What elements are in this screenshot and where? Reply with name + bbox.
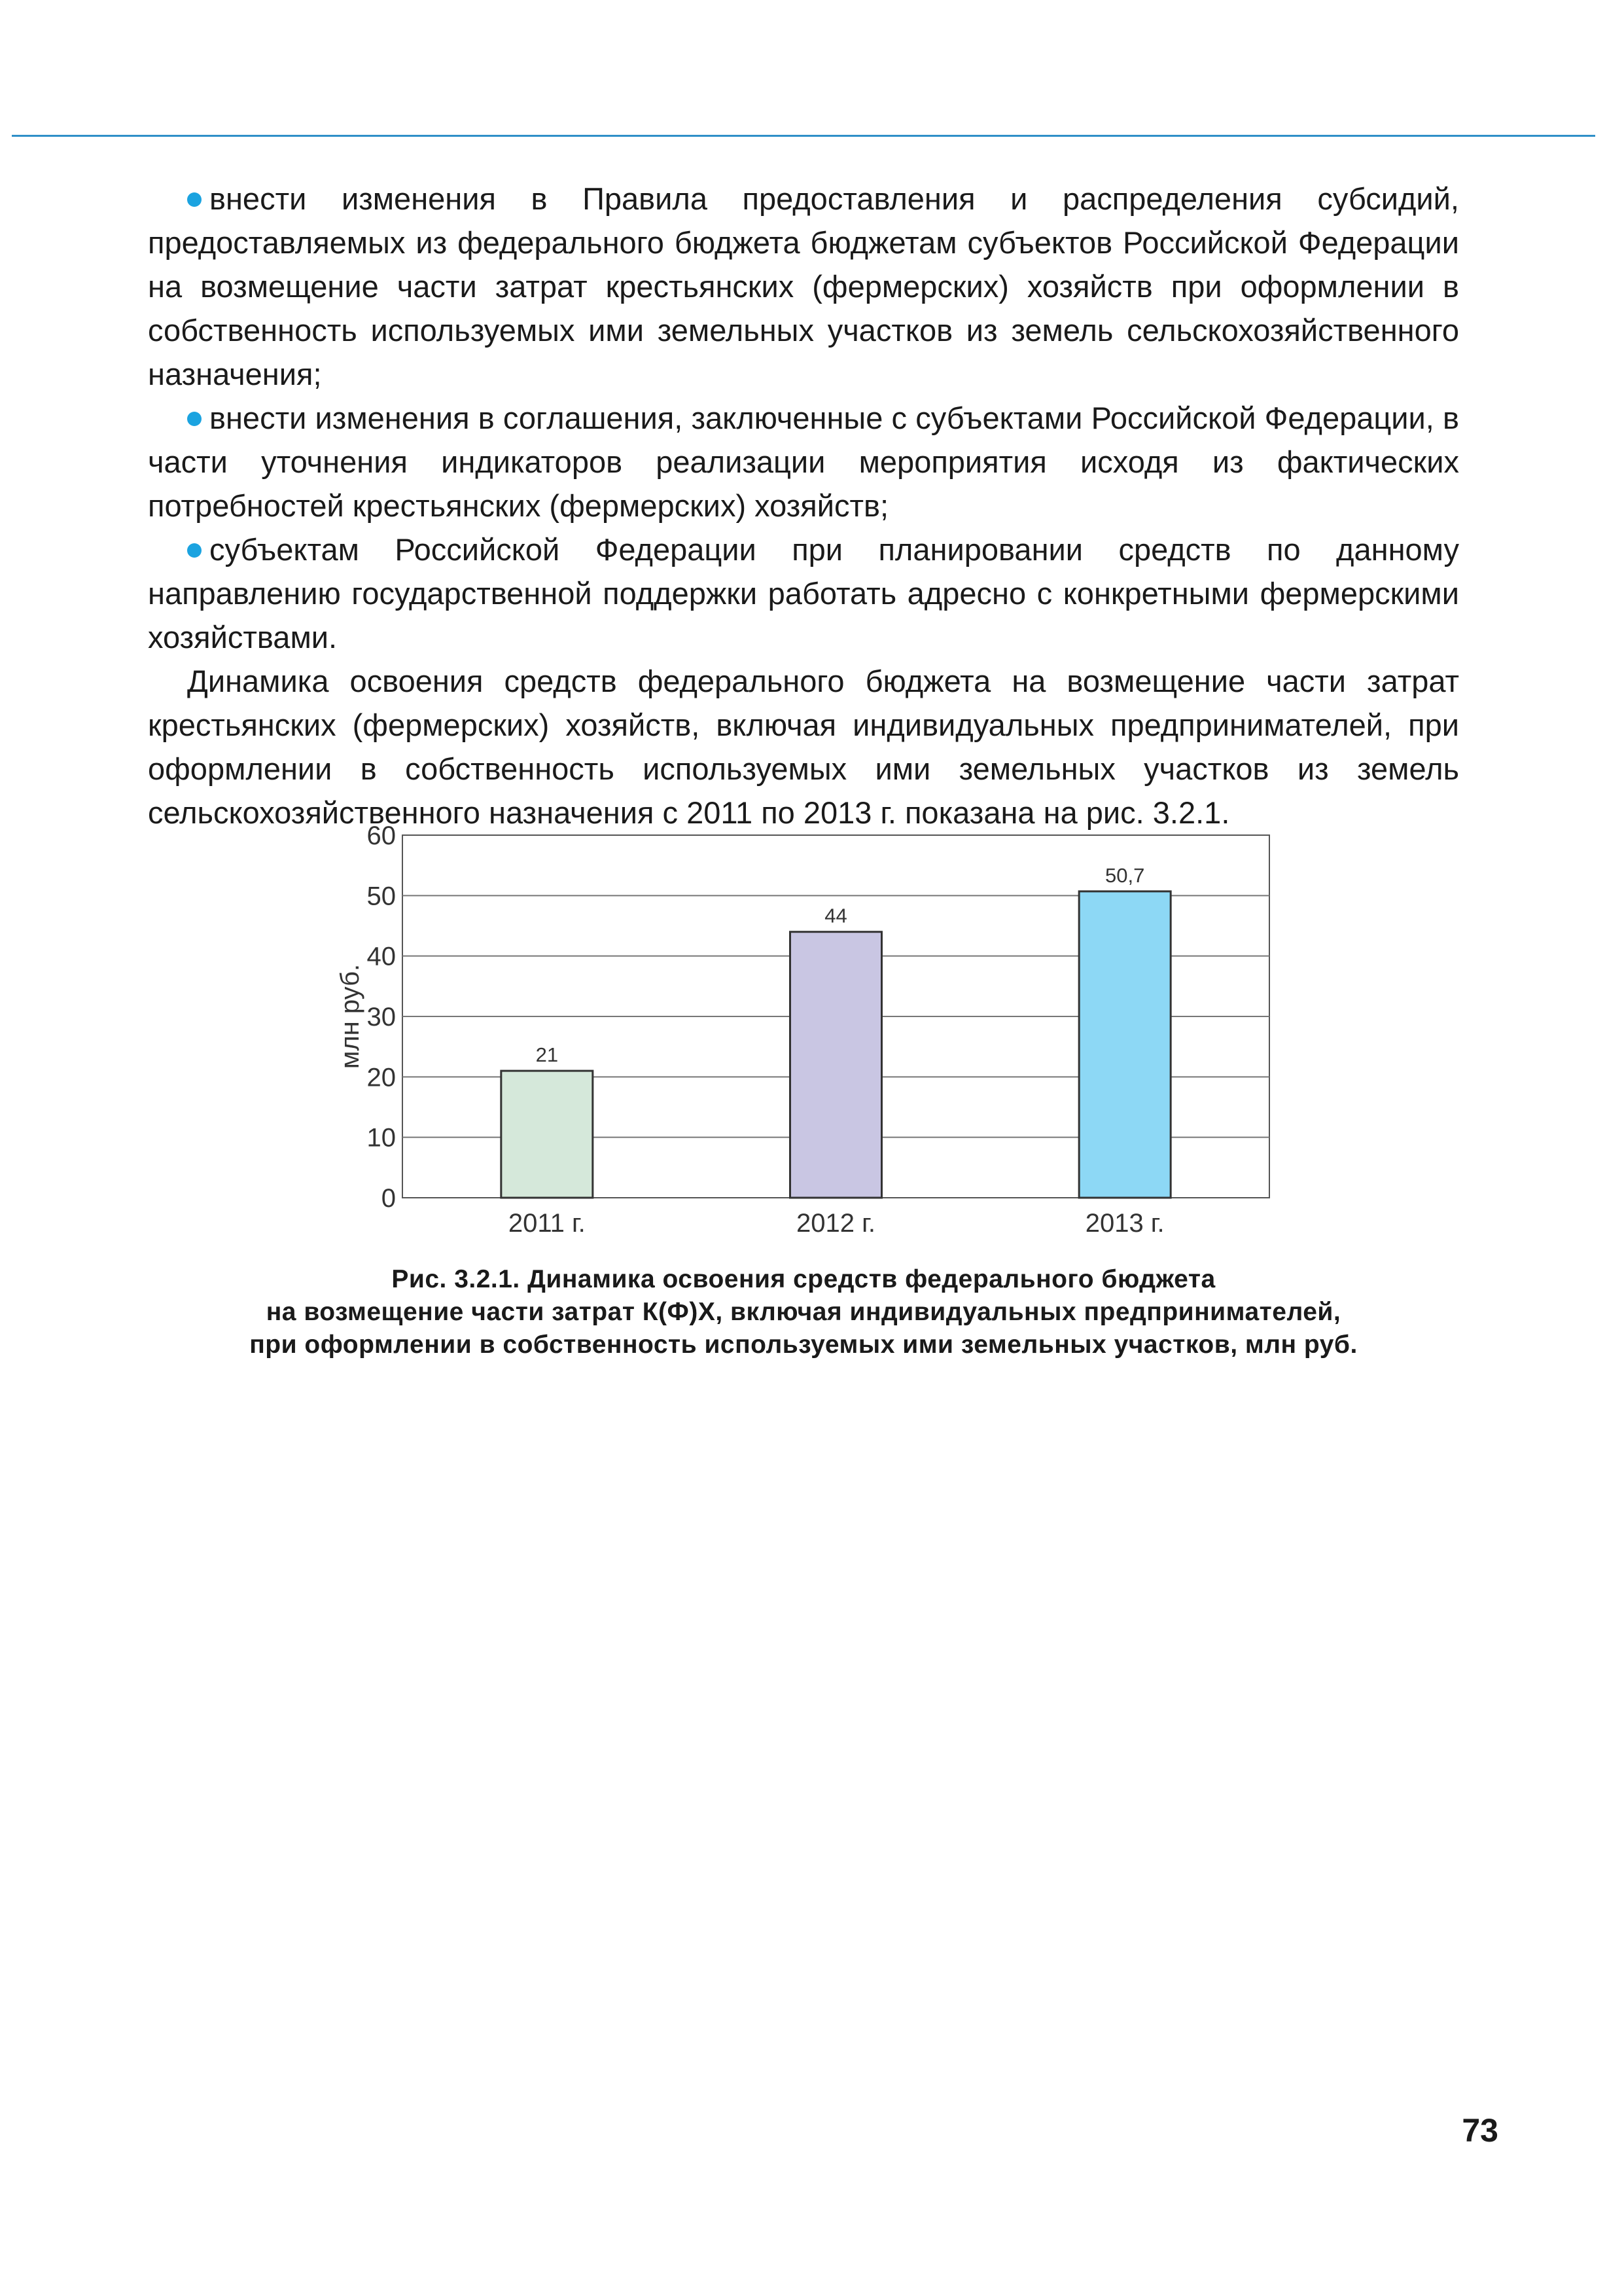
caption-line: Рис. 3.2.1. Динамика освоения средств федерального бюджета <box>391 1265 1216 1293</box>
x-tick-label: 2012 г. <box>796 1209 875 1238</box>
data-label: 44 <box>824 904 847 927</box>
caption-line: на возмещение части затрат К(Ф)Х, включая индивидуальных предпринимателей, <box>266 1298 1341 1326</box>
header-rule <box>12 135 1595 137</box>
paragraph: субъектам Российской Федерации при планировании средств по данному направлению государственной поддержки работать адресно с конкретными фермерскими хозяйствами. <box>148 532 1459 655</box>
figure-caption <box>0 1263 1607 1361</box>
y-axis-label: млн руб. <box>336 963 364 1069</box>
y-tick-label: 60 <box>366 821 396 850</box>
y-tick-label: 30 <box>366 1003 396 1031</box>
paragraph: внести изменения в Правила предоставления и распределения субсидий, предоставляемых из федерального бюджета бюджетам субъектов Российской Федерации на возмещение части затрат крестьянских (фермерских) хозяйств при оформлении в собственность используемых ими земельных участков из земель сельскохозяйственного назначения; <box>148 181 1459 391</box>
page-number: 73 <box>1462 2112 1498 2149</box>
x-tick-label: 2013 г. <box>1085 1209 1165 1238</box>
x-tick-label: 2011 г. <box>508 1209 586 1238</box>
paragraph: внести изменения в соглашения, заключенные с субъектами Российской Федерации, в части уточнения индикаторов реализации мероприятия исходя из фактических потребностей крестьянских (фермерских) хозяйств; <box>148 401 1459 523</box>
bar-chart <box>0 785 1607 1257</box>
y-tick-label: 50 <box>366 882 396 911</box>
data-label: 21 <box>535 1043 559 1067</box>
y-tick-label: 10 <box>366 1123 396 1153</box>
chart-svg <box>0 785 1607 1257</box>
y-tick-label: 40 <box>366 942 396 971</box>
bullet-dot-icon <box>187 192 202 207</box>
paragraph: Динамика освоения средств федерального бюджета на возмещение части затрат крестьянских (фермерских) хозяйств, включая индивидуальных предпринимателей, при оформлении в собственность используемых ими земельных участков из земель сельскохозяйственного назначения с 2011 по 2013 г. показана на рис. 3.2.1. <box>148 664 1459 830</box>
bullet-dot-icon <box>187 543 202 558</box>
caption-line: при оформлении в собственность используемых ими земельных участков, млн руб. <box>249 1331 1358 1359</box>
bar <box>1079 891 1171 1198</box>
bar <box>501 1071 593 1198</box>
bullet-dot-icon <box>187 412 202 426</box>
body-text <box>148 177 1459 834</box>
y-tick-label: 20 <box>366 1063 396 1092</box>
data-label: 50,7 <box>1104 863 1145 887</box>
bar <box>790 932 882 1198</box>
y-tick-label: 0 <box>381 1184 396 1213</box>
